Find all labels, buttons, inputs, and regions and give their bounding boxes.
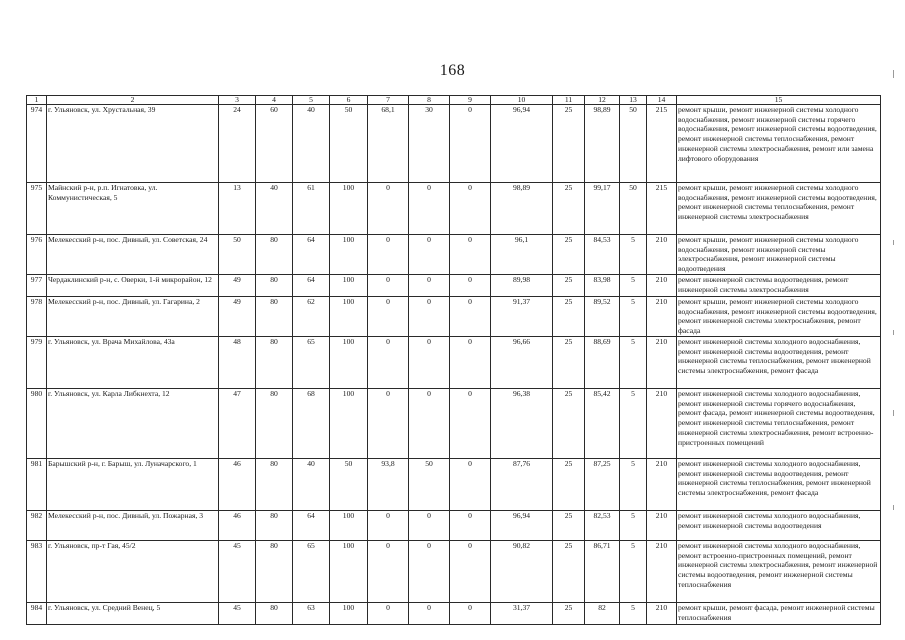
value-cell: 25 [553, 459, 585, 511]
value-cell: 50 [620, 105, 647, 183]
address-cell: Мелекесский р-н, пос. Дивный, ул. Советская, 24 [47, 235, 219, 275]
value-cell: 80 [256, 337, 293, 389]
value-cell: 0 [450, 275, 491, 297]
value-cell: 24 [219, 105, 256, 183]
page-number: 168 [439, 62, 466, 79]
value-cell: 64 [293, 235, 330, 275]
table-header [27, 96, 881, 105]
value-cell: 48 [219, 337, 256, 389]
row-number: 975 [27, 183, 47, 235]
row-number: 984 [27, 603, 47, 625]
value-cell: 99,17 [585, 183, 620, 235]
value-cell: 25 [553, 603, 585, 625]
value-cell: 25 [553, 183, 585, 235]
value-cell: 5 [620, 603, 647, 625]
works-list-cell: ремонт инженерной системы холодного водоснабжения, ремонт инженерной системы водоотведения [677, 511, 881, 541]
value-cell: 96,38 [491, 389, 553, 459]
column-header: 3 [219, 96, 256, 105]
value-cell: 87,25 [585, 459, 620, 511]
value-cell: 210 [647, 235, 677, 275]
value-cell: 100 [330, 337, 368, 389]
row-number: 979 [27, 337, 47, 389]
works-list-cell: ремонт инженерной системы водоотведения, ремонт инженерной системы электроснабжения [677, 275, 881, 297]
value-cell: 0 [368, 603, 409, 625]
value-cell: 88,69 [585, 337, 620, 389]
value-cell: 96,94 [491, 105, 553, 183]
scan-mark [893, 330, 894, 335]
value-cell: 85,42 [585, 389, 620, 459]
value-cell: 98,89 [491, 183, 553, 235]
value-cell: 63 [293, 603, 330, 625]
value-cell: 0 [409, 541, 450, 603]
value-cell: 0 [409, 275, 450, 297]
value-cell: 96,1 [491, 235, 553, 275]
address-cell: г. Ульяновск, ул. Средний Венец, 5 [47, 603, 219, 625]
value-cell: 100 [330, 389, 368, 459]
value-cell: 83,98 [585, 275, 620, 297]
row-number: 976 [27, 235, 47, 275]
value-cell: 93,8 [368, 459, 409, 511]
column-header: 14 [647, 96, 677, 105]
value-cell: 80 [256, 297, 293, 337]
column-number-row [27, 96, 881, 105]
row-number: 974 [27, 105, 47, 183]
value-cell: 0 [368, 511, 409, 541]
value-cell: 0 [368, 337, 409, 389]
column-header: 8 [409, 96, 450, 105]
value-cell: 0 [450, 511, 491, 541]
works-list-cell: ремонт инженерной системы холодного водоснабжения, ремонт инженерной системы водоотведения, ремонт инженерной системы теплоснабжения, ремонт инженерной системы электроснабжения, ремонт фасада [677, 337, 881, 389]
value-cell: 25 [553, 389, 585, 459]
value-cell: 84,53 [585, 235, 620, 275]
value-cell: 0 [409, 183, 450, 235]
value-cell: 0 [409, 511, 450, 541]
value-cell: 100 [330, 297, 368, 337]
value-cell: 210 [647, 337, 677, 389]
address-cell: г. Ульяновск, ул. Врача Михайлова, 43а [47, 337, 219, 389]
value-cell: 215 [647, 183, 677, 235]
scan-mark [893, 505, 894, 510]
value-cell: 89,52 [585, 297, 620, 337]
value-cell: 0 [450, 541, 491, 603]
value-cell: 100 [330, 603, 368, 625]
column-header: 1 [27, 96, 47, 105]
value-cell: 0 [450, 603, 491, 625]
value-cell: 64 [293, 511, 330, 541]
value-cell: 215 [647, 105, 677, 183]
value-cell: 50 [409, 459, 450, 511]
value-cell: 5 [620, 511, 647, 541]
value-cell: 68 [293, 389, 330, 459]
value-cell: 86,71 [585, 541, 620, 603]
value-cell: 210 [647, 275, 677, 297]
value-cell: 47 [219, 389, 256, 459]
value-cell: 100 [330, 511, 368, 541]
value-cell: 25 [553, 235, 585, 275]
value-cell: 50 [330, 459, 368, 511]
value-cell: 80 [256, 511, 293, 541]
table-row [27, 235, 881, 275]
column-header: 13 [620, 96, 647, 105]
scan-mark [893, 70, 894, 78]
address-cell: Чердаклинский р-н, с. Оверки, 1-й микрорайон, 12 [47, 275, 219, 297]
value-cell: 5 [620, 235, 647, 275]
value-cell: 50 [620, 183, 647, 235]
value-cell: 80 [256, 459, 293, 511]
column-header: 4 [256, 96, 293, 105]
value-cell: 80 [256, 389, 293, 459]
column-header: 5 [293, 96, 330, 105]
works-list-cell: ремонт крыши, ремонт фасада, ремонт инженерной системы теплоснабжения [677, 603, 881, 625]
value-cell: 0 [450, 337, 491, 389]
column-header: 2 [47, 96, 219, 105]
value-cell: 64 [293, 275, 330, 297]
table-row [27, 511, 881, 541]
value-cell: 5 [620, 337, 647, 389]
value-cell: 210 [647, 541, 677, 603]
row-number: 977 [27, 275, 47, 297]
value-cell: 100 [330, 183, 368, 235]
column-header: 15 [677, 96, 881, 105]
address-cell: Мелекесский р-н, пос. Дивный, ул. Пожарная, 3 [47, 511, 219, 541]
row-number: 981 [27, 459, 47, 511]
value-cell: 0 [409, 337, 450, 389]
table-row [27, 275, 881, 297]
table-row [27, 541, 881, 603]
value-cell: 210 [647, 511, 677, 541]
value-cell: 80 [256, 235, 293, 275]
value-cell: 0 [368, 275, 409, 297]
value-cell: 0 [409, 297, 450, 337]
value-cell: 5 [620, 275, 647, 297]
row-number: 978 [27, 297, 47, 337]
value-cell: 46 [219, 459, 256, 511]
value-cell: 25 [553, 511, 585, 541]
address-cell: г. Ульяновск, ул. Хрустальная, 39 [47, 105, 219, 183]
table-row [27, 337, 881, 389]
value-cell: 46 [219, 511, 256, 541]
value-cell: 98,89 [585, 105, 620, 183]
value-cell: 0 [409, 235, 450, 275]
value-cell: 90,82 [491, 541, 553, 603]
value-cell: 25 [553, 275, 585, 297]
value-cell: 65 [293, 541, 330, 603]
value-cell: 25 [553, 105, 585, 183]
value-cell: 61 [293, 183, 330, 235]
column-header: 9 [450, 96, 491, 105]
value-cell: 89,98 [491, 275, 553, 297]
value-cell: 30 [409, 105, 450, 183]
address-cell: Майнский р-н, р.п. Игнатовка, ул. Коммунистическая, 5 [47, 183, 219, 235]
works-list-cell: ремонт крыши, ремонт инженерной системы холодного водоснабжения, ремонт инженерной системы водоотведения, ремонт инженерной системы электроснабжения, ремонт фасада [677, 297, 881, 337]
value-cell: 210 [647, 297, 677, 337]
value-cell: 0 [450, 183, 491, 235]
value-cell: 0 [450, 235, 491, 275]
column-header: 11 [553, 96, 585, 105]
address-cell: г. Ульяновск, ул. Карла Либкнехта, 12 [47, 389, 219, 459]
works-list-cell: ремонт крыши, ремонт инженерной системы холодного водоснабжения, ремонт инженерной системы горячего водоснабжения, ремонт инженерной системы водоотведения, ремонт инженерной системы теплоснабжения, ремонт инженерной системы электроснабжения, ремонт или замена лифтового оборудования [677, 105, 881, 183]
value-cell: 50 [219, 235, 256, 275]
value-cell: 5 [620, 297, 647, 337]
value-cell: 0 [450, 105, 491, 183]
value-cell: 0 [368, 235, 409, 275]
value-cell: 80 [256, 603, 293, 625]
scan-mark [893, 410, 894, 416]
value-cell: 0 [450, 459, 491, 511]
value-cell: 25 [553, 337, 585, 389]
value-cell: 96,66 [491, 337, 553, 389]
value-cell: 5 [620, 459, 647, 511]
value-cell: 100 [330, 541, 368, 603]
value-cell: 25 [553, 541, 585, 603]
value-cell: 0 [409, 389, 450, 459]
value-cell: 5 [620, 389, 647, 459]
value-cell: 40 [256, 183, 293, 235]
value-cell: 82 [585, 603, 620, 625]
value-cell: 49 [219, 275, 256, 297]
address-cell: Мелекесский р-н, пос. Дивный, ул. Гагарина, 2 [47, 297, 219, 337]
value-cell: 49 [219, 297, 256, 337]
address-cell: Барышский р-н, г. Барыш, ул. Луначарского, 1 [47, 459, 219, 511]
value-cell: 210 [647, 459, 677, 511]
value-cell: 0 [368, 183, 409, 235]
value-cell: 13 [219, 183, 256, 235]
value-cell: 0 [450, 297, 491, 337]
row-number: 980 [27, 389, 47, 459]
table-row [27, 297, 881, 337]
works-list-cell: ремонт инженерной системы холодного водоснабжения, ремонт инженерной системы горячего водоснабжения, ремонт фасада, ремонт инженерной системы водоотведения, ремонт инженерной системы теплоснабжения, ремонт инженерной системы электроснабжения, ремонт встроенно-пристроенных помещений [677, 389, 881, 459]
value-cell: 5 [620, 541, 647, 603]
address-cell: г. Ульяновск, пр-т Гая, 45/2 [47, 541, 219, 603]
value-cell: 80 [256, 275, 293, 297]
table-body [27, 105, 881, 625]
value-cell: 45 [219, 541, 256, 603]
value-cell: 50 [330, 105, 368, 183]
value-cell: 82,53 [585, 511, 620, 541]
value-cell: 0 [368, 297, 409, 337]
value-cell: 87,76 [491, 459, 553, 511]
table-row [27, 105, 881, 183]
value-cell: 25 [553, 297, 585, 337]
value-cell: 68,1 [368, 105, 409, 183]
row-number: 982 [27, 511, 47, 541]
value-cell: 31,37 [491, 603, 553, 625]
works-list-cell: ремонт крыши, ремонт инженерной системы холодного водоснабжения, ремонт инженерной системы электроснабжения, ремонт инженерной системы водоотведения [677, 235, 881, 275]
value-cell: 0 [368, 541, 409, 603]
row-number: 983 [27, 541, 47, 603]
value-cell: 40 [293, 105, 330, 183]
value-cell: 65 [293, 337, 330, 389]
table-row [27, 389, 881, 459]
table-row [27, 183, 881, 235]
value-cell: 80 [256, 541, 293, 603]
value-cell: 0 [368, 389, 409, 459]
column-header: 7 [368, 96, 409, 105]
scan-mark [893, 240, 894, 245]
value-cell: 60 [256, 105, 293, 183]
column-header: 6 [330, 96, 368, 105]
value-cell: 91,37 [491, 297, 553, 337]
capital-repair-registry-table [26, 95, 881, 625]
works-list-cell: ремонт инженерной системы холодного водоснабжения, ремонт встроенно-пристроенных помещений, ремонт инженерной системы электроснабжения, ремонт инженерной системы водоотведения, ремонт инженерной системы теплоснабжения [677, 541, 881, 603]
table-row [27, 603, 881, 625]
value-cell: 62 [293, 297, 330, 337]
value-cell: 0 [409, 603, 450, 625]
value-cell: 100 [330, 235, 368, 275]
value-cell: 0 [450, 389, 491, 459]
column-header: 12 [585, 96, 620, 105]
value-cell: 210 [647, 603, 677, 625]
works-list-cell: ремонт крыши, ремонт инженерной системы холодного водоснабжения, ремонт инженерной системы водоотведения, ремонт инженерной системы теплоснабжения, ремонт инженерной системы электроснабжения [677, 183, 881, 235]
value-cell: 100 [330, 275, 368, 297]
value-cell: 40 [293, 459, 330, 511]
value-cell: 96,94 [491, 511, 553, 541]
table-row [27, 459, 881, 511]
value-cell: 45 [219, 603, 256, 625]
column-header: 10 [491, 96, 553, 105]
value-cell: 210 [647, 389, 677, 459]
works-list-cell: ремонт инженерной системы холодного водоснабжения, ремонт инженерной системы водоотведения, ремонт инженерной системы теплоснабжения, ремонт инженерной системы электроснабжения, ремонт фасада [677, 459, 881, 511]
